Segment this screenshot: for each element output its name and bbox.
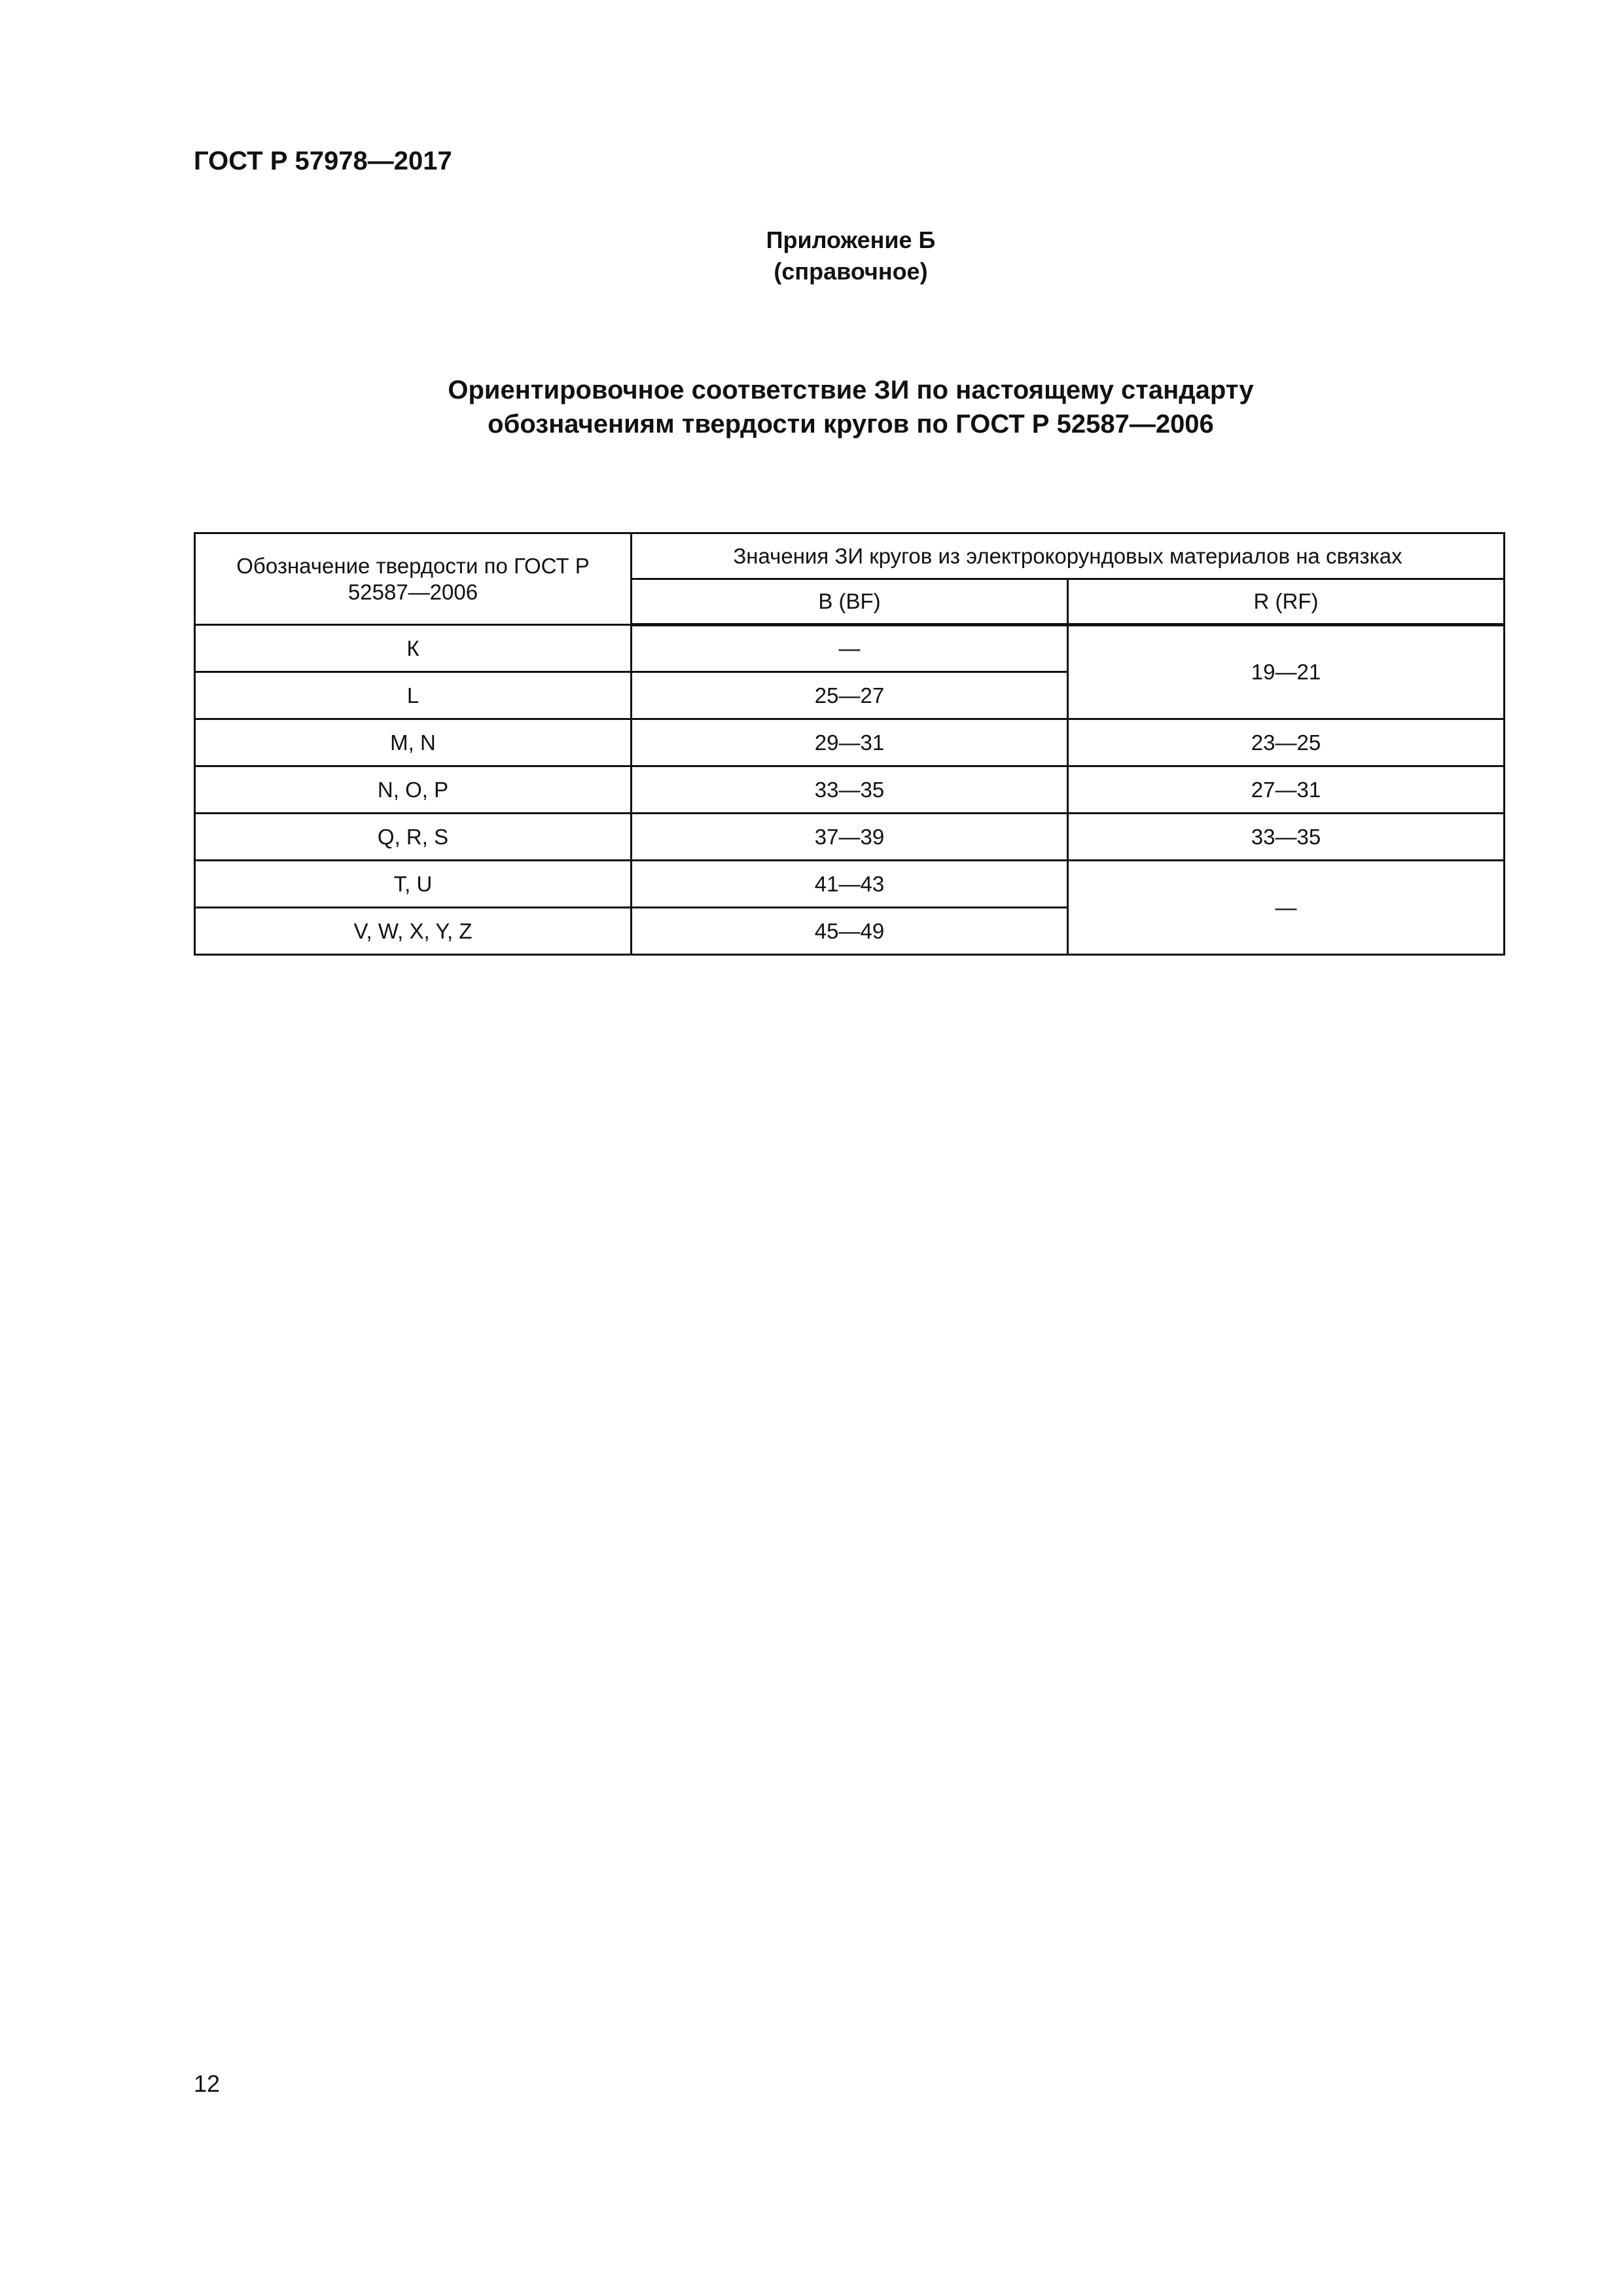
header-zi-values-group: Значения ЗИ кругов из электрокорундовых материалов на связках	[632, 533, 1505, 579]
cell-designation: К	[195, 625, 632, 672]
cell-r-rf: 27—31	[1068, 766, 1505, 814]
cell-r-rf: 33—35	[1068, 814, 1505, 861]
cell-b-bf: 33—35	[632, 766, 1068, 814]
table-row	[195, 814, 1505, 861]
cell-b-bf: 25—27	[632, 672, 1068, 719]
cell-b-bf: 29—31	[632, 719, 1068, 766]
cell-designation: N, O, P	[195, 766, 632, 814]
cell-designation: Q, R, S	[195, 814, 632, 861]
table-row	[195, 625, 1505, 672]
cell-r-rf: —	[1068, 861, 1505, 955]
cell-b-bf: 41—43	[632, 861, 1068, 908]
header-hardness-designation: Обозначение твердости по ГОСТ Р 52587—2006	[195, 533, 632, 625]
table-row	[195, 719, 1505, 766]
table-row	[195, 861, 1505, 908]
cell-r-rf: 19—21	[1068, 625, 1505, 719]
appendix-label: Приложение Б	[766, 226, 936, 253]
document-code: ГОСТ Р 57978—2017	[194, 147, 452, 175]
table-title	[0, 373, 1623, 441]
table-title-line-2: обозначениям твердости кругов по ГОСТ Р 52587—2006	[488, 410, 1214, 439]
cell-designation: V, W, X, Y, Z	[195, 908, 632, 955]
cell-designation: L	[195, 672, 632, 719]
page-number: 12	[194, 2070, 221, 2097]
cell-r-rf: 23—25	[1068, 719, 1505, 766]
header-bond-b-bf: B (BF)	[632, 579, 1068, 625]
cell-designation: T, U	[195, 861, 632, 908]
cell-b-bf: 45—49	[632, 908, 1068, 955]
appendix-heading	[0, 224, 1623, 287]
table-title-line-1: Ориентировочное соответствие ЗИ по настоящему стандарту	[448, 376, 1254, 404]
appendix-type: (справочное)	[774, 258, 928, 285]
cell-designation: M, N	[195, 719, 632, 766]
cell-b-bf: —	[632, 625, 1068, 672]
table-row	[195, 766, 1505, 814]
header-bond-r-rf: R (RF)	[1068, 579, 1505, 625]
hardness-correspondence-table	[194, 532, 1505, 956]
cell-b-bf: 37—39	[632, 814, 1068, 861]
